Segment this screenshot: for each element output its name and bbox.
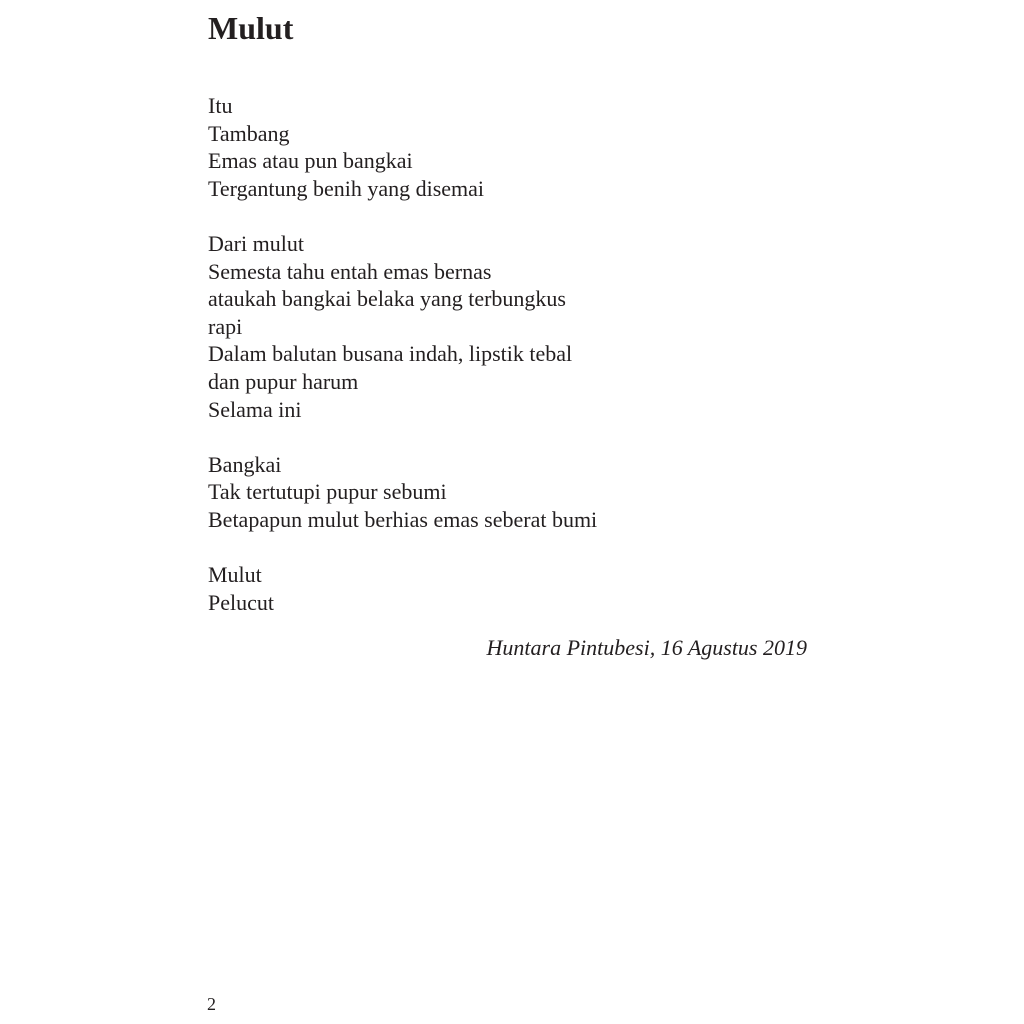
stanza (208, 230, 597, 423)
page-number: 2 (207, 994, 216, 1014)
stanza (208, 92, 597, 202)
poem-line: dan pupur harum (208, 368, 359, 394)
poem-line: ataukah bangkai belaka yang terbungkus (208, 286, 566, 312)
poem-line: rapi (208, 313, 243, 339)
poem-line: Selama ini (208, 396, 302, 422)
poem-line: Tak tertutupi pupur sebumi (208, 479, 447, 505)
poem-line: Emas atau pun bangkai (208, 148, 413, 174)
signature: Huntara Pintubesi, 16 Agustus 2019 (486, 635, 807, 660)
poem-line: Bangkai (208, 451, 282, 477)
poem-line: Betapapun mulut berhias emas seberat bumi (208, 506, 598, 532)
poem-line: Tergantung benih yang disemai (208, 175, 485, 201)
poem-line: Dari mulut (208, 230, 304, 256)
poem-line: Dalam balutan busana indah, lipstik tebal (208, 341, 573, 367)
poem-body (208, 92, 597, 644)
poem-line: Itu (208, 93, 233, 118)
stanza (208, 451, 597, 534)
stanza (208, 561, 597, 616)
poem-line: Tambang (208, 120, 290, 146)
poem-title: Mulut (208, 10, 294, 46)
poem-line: Mulut (208, 562, 262, 588)
poem-line: Semesta tahu entah emas bernas (208, 258, 492, 284)
poem-line: Pelucut (208, 589, 274, 615)
